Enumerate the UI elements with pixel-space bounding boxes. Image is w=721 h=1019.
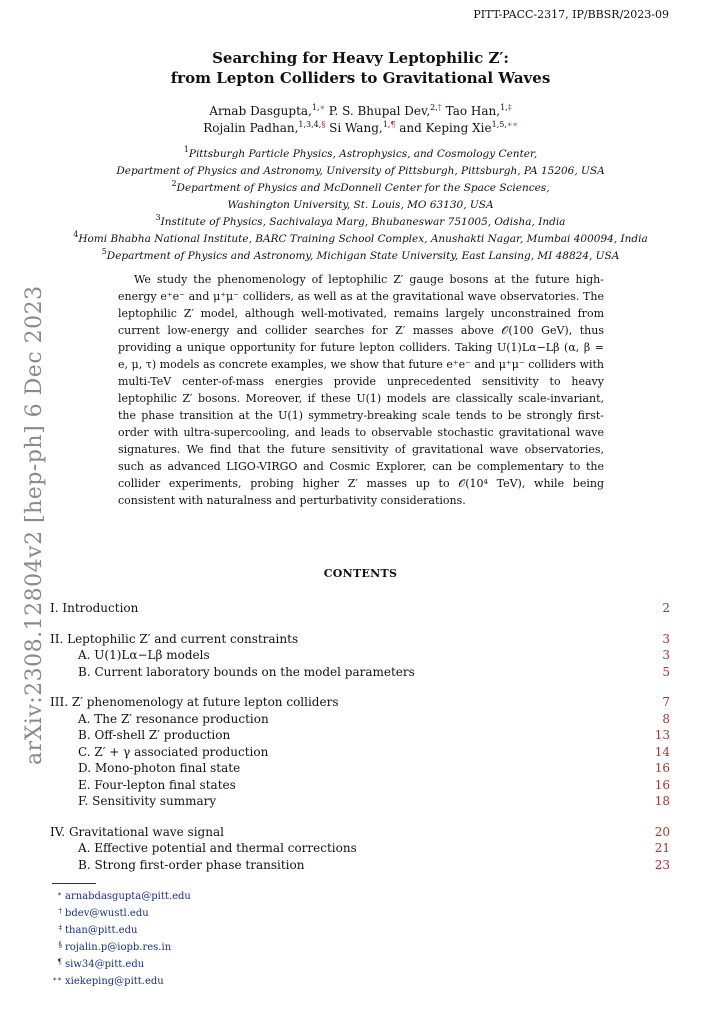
email-link[interactable]: rojalin.p@iopb.res.in: [65, 942, 172, 953]
toc-number: III.: [50, 695, 69, 709]
toc-subsection[interactable]: [50, 777, 670, 794]
toc-label: [50, 665, 415, 679]
author-mark[interactable]: †: [437, 103, 442, 112]
affiliation: [0, 146, 721, 163]
toc-page-link[interactable]: 20: [654, 824, 670, 839]
toc-label: [50, 825, 224, 839]
footnote-mark: ‡: [58, 924, 62, 932]
footnote: [50, 887, 191, 904]
author-mark[interactable]: ¶: [390, 120, 396, 129]
toc-title: Effective potential and thermal corrections: [90, 841, 357, 855]
toc-number: F.: [78, 794, 89, 808]
affiliation: [0, 214, 721, 231]
author-affil: 2,: [430, 103, 438, 112]
toc-subsection[interactable]: [50, 711, 670, 728]
toc-number: B.: [78, 728, 91, 742]
footnote: [50, 904, 191, 921]
toc-label: [50, 648, 210, 662]
footnote-mark: †: [58, 907, 62, 915]
email-link[interactable]: xiekeping@pitt.edu: [65, 976, 164, 987]
toc-page-link[interactable]: 16: [654, 761, 670, 775]
arxiv-stamp: arXiv:2308.12804v2 [hep-ph] 6 Dec 2023: [22, 285, 47, 765]
toc-title: Z′ + γ associated production: [90, 744, 269, 759]
author-affil: 1,: [500, 103, 508, 112]
affiliation: [0, 231, 721, 248]
author-name: Si Wang,: [329, 121, 383, 135]
footnote: [50, 921, 191, 938]
author-name: Rojalin Padhan,: [203, 121, 299, 135]
author-mark[interactable]: ∗: [319, 103, 325, 112]
footnote-mark: ¶: [57, 958, 62, 966]
toc-subsection[interactable]: [50, 647, 670, 664]
author-mark[interactable]: ‡: [507, 103, 512, 112]
author-affil: 1,: [382, 120, 391, 129]
toc-label: [50, 712, 269, 726]
toc-page-link[interactable]: 8: [662, 711, 670, 726]
toc-number: A.: [78, 841, 91, 855]
title-line-1: Searching for Heavy Leptophilic Z′:: [212, 49, 509, 67]
toc-subsection[interactable]: [50, 857, 670, 874]
toc-title: Four-lepton final states: [90, 777, 236, 792]
toc-page-link[interactable]: 2: [662, 601, 670, 615]
author-line-2: [0, 120, 721, 137]
toc-subsection[interactable]: [50, 664, 670, 681]
footnote: [50, 955, 191, 972]
author-name: Arnab Dasgupta,: [209, 104, 312, 118]
toc-label: [50, 728, 230, 742]
affiliation-number: 4: [73, 230, 79, 239]
toc-label: [50, 858, 304, 872]
toc-title: The Z′ resonance production: [90, 711, 269, 726]
author-name: and Keping Xie: [399, 121, 492, 135]
author-affil: 1,3,4,: [298, 120, 322, 129]
affiliation: [0, 248, 721, 265]
abstract: [118, 271, 604, 509]
toc-page-link[interactable]: 23: [654, 857, 670, 872]
title-line-2: from Lepton Colliders to Gravitational Waves: [170, 69, 551, 87]
toc-label: [50, 601, 138, 615]
affiliation-list: [0, 146, 721, 265]
toc-label: [50, 695, 339, 709]
toc-subsection[interactable]: [50, 760, 670, 777]
affiliation-number: 1: [183, 145, 189, 154]
toc-title: Current laboratory bounds on the model parameters: [90, 664, 415, 679]
email-link[interactable]: arnabdasgupta@pitt.edu: [65, 891, 191, 902]
footnote: [50, 972, 191, 989]
toc-section[interactable]: [50, 600, 670, 617]
toc-subsection[interactable]: [50, 744, 670, 761]
toc-number: A.: [78, 711, 91, 726]
affiliation-text: Department of Physics and Astronomy, Michigan State University, East Lansing, MI 48824, USA: [106, 250, 620, 262]
toc-section[interactable]: [50, 824, 670, 841]
toc-section[interactable]: [50, 631, 670, 648]
footnote-mark: ∗: [57, 890, 62, 898]
toc-subsection[interactable]: [50, 840, 670, 857]
author-affil: 1,: [311, 103, 320, 112]
author-affil: 1,5,: [491, 120, 507, 129]
affiliation: [0, 180, 721, 197]
toc-page-link[interactable]: 5: [662, 664, 670, 679]
toc-subsection[interactable]: [50, 727, 670, 744]
toc-number: I.: [50, 601, 59, 615]
email-link[interactable]: than@pitt.edu: [65, 925, 138, 936]
contents-heading: CONTENTS: [323, 567, 398, 580]
toc-label: [50, 761, 240, 775]
author-mark[interactable]: ∗∗: [506, 120, 518, 129]
toc-title: Introduction: [58, 601, 139, 615]
toc-page-link[interactable]: 13: [654, 728, 670, 742]
footnote: [50, 938, 191, 955]
toc-title: Sensitivity summary: [88, 794, 217, 808]
toc-number: D.: [78, 761, 92, 775]
author-name: P. S. Bhupal Dev,: [328, 104, 431, 118]
toc-title: U(1)Lα−Lβ models: [90, 648, 210, 662]
toc-label: [50, 794, 216, 808]
affiliation: [0, 197, 721, 214]
report-number: PITT-PACC-2317, IP/BBSR/2023-09: [473, 8, 669, 21]
toc-label: [50, 841, 357, 855]
author-mark[interactable]: §: [321, 120, 326, 129]
toc-title: Leptophilic Z′ and current constraints: [63, 631, 299, 646]
affiliation-number: 2: [171, 179, 177, 188]
email-link[interactable]: bdev@wustl.edu: [65, 908, 149, 919]
toc-number: IV.: [50, 824, 66, 839]
footnote-mark: §: [58, 941, 62, 949]
toc-title: Z′ phenomenology at future lepton colliders: [68, 695, 339, 709]
toc-subsection[interactable]: [50, 793, 670, 810]
table-of-contents: [50, 600, 670, 873]
toc-page-link[interactable]: 3: [662, 648, 670, 662]
toc-page-link[interactable]: 21: [654, 841, 670, 855]
toc-page-link[interactable]: 18: [654, 794, 670, 808]
toc-title: Off-shell Z′ production: [90, 728, 231, 742]
affiliation-text: Department of Physics and Astronomy, University of Pittsburgh, Pittsburgh, PA 15206, USA: [116, 165, 605, 177]
toc-number: E.: [78, 777, 91, 792]
toc-title: Strong first-order phase transition: [90, 857, 305, 872]
toc-page-link[interactable]: 3: [662, 631, 670, 646]
affiliation-text: Department of Physics and McDonnell Center for the Space Sciences,: [176, 182, 550, 194]
affiliation-number: 5: [101, 247, 107, 256]
email-link[interactable]: siw34@pitt.edu: [65, 959, 145, 970]
paper-title: [0, 48, 721, 88]
affiliation-text: Homi Bhabha National Institute, BARC Training School Complex, Anushakti Nagar, Mumbai 400094, India: [78, 233, 648, 245]
toc-label: [50, 632, 298, 646]
toc-page-link[interactable]: 16: [654, 777, 670, 792]
abstract-text: We study the phenomenology of leptophilic Z′ gauge bosons at the future high-energy e⁺e⁻ and μ⁺μ⁻ colliders, as well as at the gravitational wave observatories. The leptophilic Z′ model, although well-motivated, remains largely unconstrained from current low-energy and collider searches for Z′ masses above 𝒪(100 GeV), thus providing a unique opportunity for future lepton colliders. Taking U(1)Lα−Lβ (α, β = e, μ, τ) models as concrete examples, we show that future e⁺e⁻ and μ⁺μ⁻ colliders with multi-TeV center-of-mass energies provide unprecedented sensitivity to heavy leptophilic Z′ bosons. Moreover, if these U(1) models are classically scale-invariant, the phase transition at the U(1) symmetry-breaking scale tends to be strongly first-order with ultra-supercooling, and leads to observable stochastic gravitational wave signatures. We find that the future sensitivity of gravitational wave observatories, such as advanced LIGO-VIRGO and Cosmic Explorer, can be complementary to the collider experiments, probing higher Z′ masses up to 𝒪(10⁴ TeV), while being consistent with naturalness and perturbativity considerations.: [118, 273, 604, 507]
footnote-mark: ∗∗: [52, 975, 62, 983]
affiliation-text: Institute of Physics, Sachivalaya Marg, Bhubaneswar 751005, Odisha, India: [160, 216, 566, 228]
toc-page-link[interactable]: 14: [654, 744, 670, 759]
author-line-1: [0, 103, 721, 120]
affiliation-number: 3: [155, 213, 161, 222]
toc-page-link[interactable]: 7: [662, 695, 670, 709]
toc-label: [50, 778, 236, 792]
toc-number: C.: [78, 744, 91, 759]
author-name: Tao Han,: [445, 104, 501, 118]
toc-number: II.: [50, 631, 64, 646]
affiliation-text: Washington University, St. Louis, MO 63130, USA: [227, 199, 494, 211]
affiliation: [0, 163, 721, 180]
toc-title: Gravitational wave signal: [65, 824, 224, 839]
footnotes: [50, 887, 191, 989]
toc-number: A.: [78, 648, 91, 662]
toc-number: B.: [78, 664, 91, 679]
toc-title: Mono-photon final state: [91, 761, 241, 775]
author-list: [0, 103, 721, 137]
toc-label: [50, 745, 268, 759]
toc-section[interactable]: [50, 694, 670, 711]
footnote-divider: [52, 883, 96, 884]
toc-number: B.: [78, 857, 91, 872]
affiliation-text: Pittsburgh Particle Physics, Astrophysics, and Cosmology Center,: [188, 148, 538, 160]
